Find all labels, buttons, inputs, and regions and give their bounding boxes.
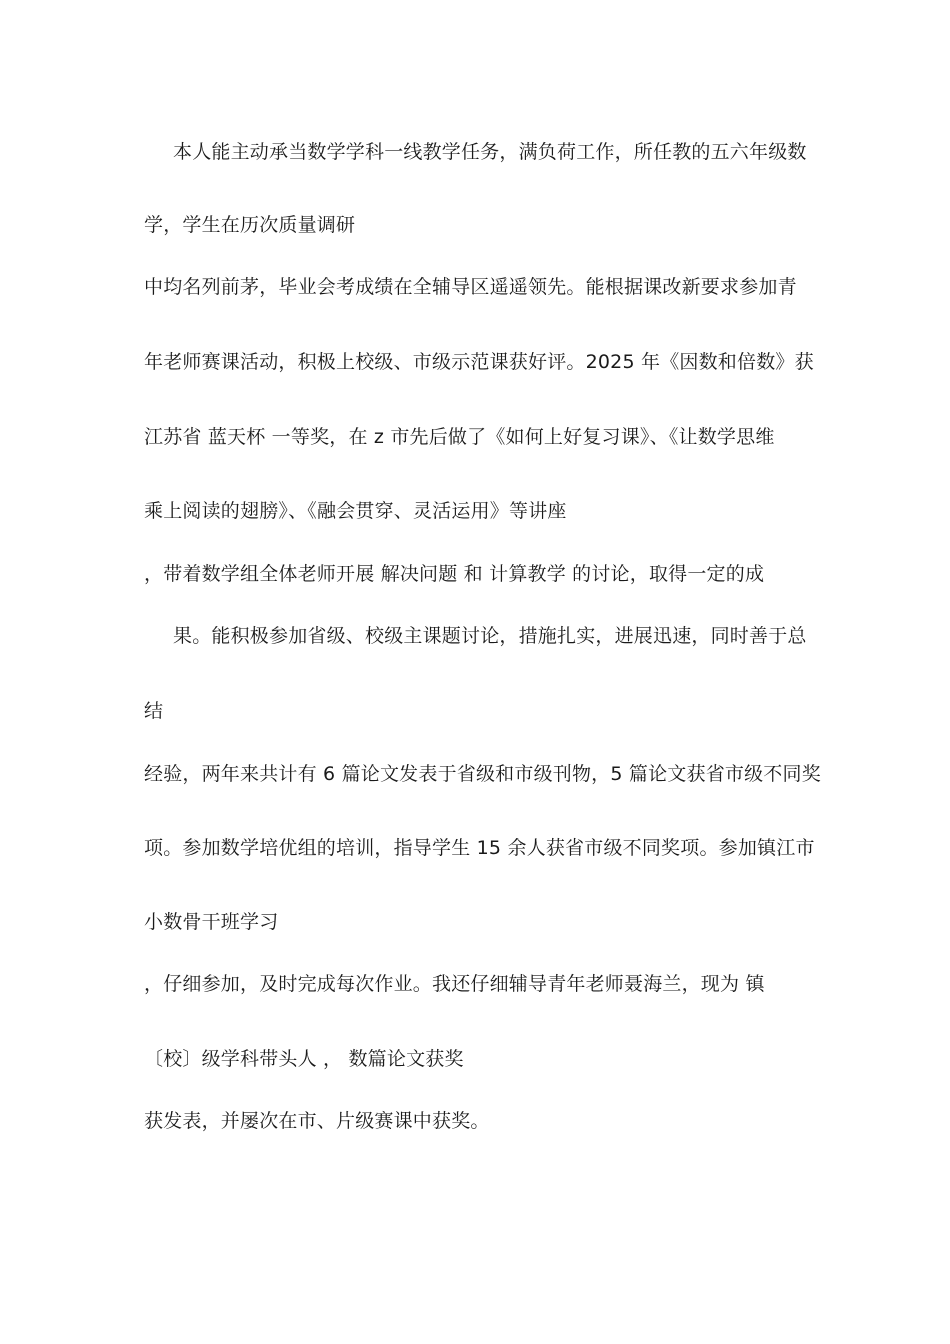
paragraph-line: ，带着数学组全体老师开展 解决问题 和 计算教学 的讨论，取得一定的成 [144, 563, 765, 585]
paragraph-line: 〔校〕级学科带头人 ， 数篇论文获奖 [144, 1048, 464, 1070]
paragraph-line: 学，学生在历次质量调研 [144, 214, 356, 236]
paragraph-line: ，仔细参加，及时完成每次作业。我还仔细辅导青年老师聂海兰，现为 镇 [144, 973, 765, 995]
paragraph-line: 小数骨干班学习 [144, 911, 279, 933]
paragraph-line: 乘上阅读的翅膀》、《融会贯穿、灵活运用》等讲座 [144, 500, 567, 522]
paragraph-line: 江苏省 蓝天杯 一等奖，在 z 市先后做了《如何上好复习课》、《让数学思维 [144, 426, 775, 448]
paragraph-line: 结 [144, 700, 164, 722]
paragraph-line: 年老师赛课活动，积极上校级、市级示范课获好评。2025 年《因数和倍数》获 [144, 351, 814, 373]
paragraph-line: 果。能积极参加省级、校级主课题讨论，措施扎实，进展迅速，同时善于总 [173, 625, 807, 647]
paragraph-line: 项。参加数学培优组的培训，指导学生 15 余人获省市级不同奖项。参加镇江市 [144, 837, 815, 859]
paragraph-line: 本人能主动承当数学学科一线教学任务，满负荷工作，所任教的五六年级数 [173, 141, 807, 163]
paragraph-line: 获发表，并屡次在市、片级赛课中获奖。 [144, 1110, 490, 1132]
paragraph-line: 经验，两年来共计有 6 篇论文发表于省级和市级刊物，5 篇论文获省市级不同奖 [144, 763, 821, 785]
paragraph-line: 中均名列前茅，毕业会考成绩在全辅导区遥遥领先。能根据课改新要求参加青 [144, 276, 797, 298]
